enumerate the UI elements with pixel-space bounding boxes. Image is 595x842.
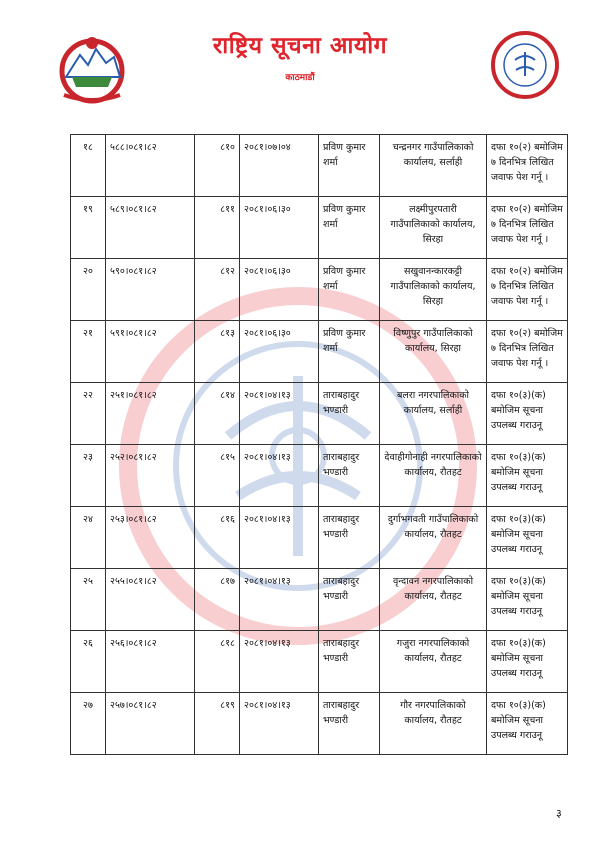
cell-office: दुर्गाभगवती गाउँपालिकाको कार्यालय, रौतहट: [380, 507, 487, 569]
cell-sn: १८: [71, 135, 106, 197]
cell-office: चन्द्रनगर गाउँपालिकाको कार्यालय, सर्लाही: [380, 135, 487, 197]
cell-name: प्रविण कुमार शर्मा: [319, 197, 380, 259]
cell-sn: २७: [71, 693, 106, 755]
cell-date: २०८१।०७।०४: [240, 135, 319, 197]
cell-date: २०८१।०४।१३: [240, 445, 319, 507]
commission-logo-icon: [490, 30, 560, 100]
cell-ref: ५८८।०८१।८२: [106, 135, 195, 197]
cell-ref: २५७।०८१।८२: [106, 693, 195, 755]
nepal-emblem-icon: [52, 33, 132, 105]
page-header: [0, 0, 595, 120]
page-number: ३: [556, 807, 562, 820]
cell-decision: दफा १०(३)(क) बमोजिम सूचना उपलब्ध गराउनू: [487, 631, 568, 693]
cell-ref: २५१।०८१।८२: [106, 383, 195, 445]
table-row: [71, 631, 568, 693]
cell-name: प्रविण कुमार शर्मा: [319, 135, 380, 197]
cell-office: बलरा नगरपालिकाको कार्यालय, सर्लाही: [380, 383, 487, 445]
cell-decision: दफा १०(३)(क) बमोजिम सूचना उपलब्ध गराउनू: [487, 383, 568, 445]
cell-sn: २३: [71, 445, 106, 507]
cell-decision: दफा १०(२) बमोजिम ७ दिनभित्र लिखित जवाफ पेश गर्नू ।: [487, 135, 568, 197]
cell-sn: २४: [71, 507, 106, 569]
cell-ref: २५५।०८१।८२: [106, 569, 195, 631]
cell-sn: २१: [71, 321, 106, 383]
cell-num: ८१२: [195, 259, 240, 321]
cell-date: २०८१।०४।१३: [240, 631, 319, 693]
cell-decision: दफा १०(२) बमोजिम ७ दिनभित्र लिखित जवाफ पेश गर्नू ।: [487, 259, 568, 321]
cell-date: २०८१।०६।३०: [240, 197, 319, 259]
cell-sn: १९: [71, 197, 106, 259]
table-row: [71, 383, 568, 445]
cell-name: ताराबहादुर भण्डारी: [319, 693, 380, 755]
cell-ref: ५९०।०८१।८२: [106, 259, 195, 321]
cell-ref: ५८९।०८१।८२: [106, 197, 195, 259]
cell-date: २०८१।०४।१३: [240, 569, 319, 631]
cell-decision: दफा १०(३)(क) बमोजिम सूचना उपलब्ध गराउनू: [487, 569, 568, 631]
page-title: राष्ट्रिय सूचना आयोग: [212, 33, 388, 59]
cell-ref: २५३।०८१।८२: [106, 507, 195, 569]
cell-num: ८१०: [195, 135, 240, 197]
cell-date: २०८१।०४।१३: [240, 383, 319, 445]
table-row: [71, 321, 568, 383]
cell-name: ताराबहादुर भण्डारी: [319, 507, 380, 569]
cell-office: विष्णुपुर गाउँपालिकाको कार्यालय, सिरहा: [380, 321, 487, 383]
cell-ref: २५२।०८१।८२: [106, 445, 195, 507]
table-row: [71, 693, 568, 755]
cell-name: ताराबहादुर भण्डारी: [319, 383, 380, 445]
cell-office: गजुरा नगरपालिकाको कार्यालय, रौतहट: [380, 631, 487, 693]
cell-office: लक्ष्मीपुरपतारी गाउँपालिकाको कार्यालय, सिरहा: [380, 197, 487, 259]
cell-decision: दफा १०(३)(क) बमोजिम सूचना उपलब्ध गराउनू: [487, 693, 568, 755]
table-row: [71, 569, 568, 631]
cell-num: ८१५: [195, 445, 240, 507]
cell-name: प्रविण कुमार शर्मा: [319, 321, 380, 383]
cell-sn: २६: [71, 631, 106, 693]
cell-num: ८११: [195, 197, 240, 259]
table-row: [71, 259, 568, 321]
cell-date: २०८१।०६।३०: [240, 321, 319, 383]
cell-ref: ५९१।०८१।८२: [106, 321, 195, 383]
cell-num: ८१३: [195, 321, 240, 383]
cell-ref: २५६।०८१।८२: [106, 631, 195, 693]
cell-date: २०८१।०६।३०: [240, 259, 319, 321]
cell-decision: दफा १०(३)(क) बमोजिम सूचना उपलब्ध गराउनू: [487, 445, 568, 507]
cell-num: ८१६: [195, 507, 240, 569]
cell-num: ८१८: [195, 631, 240, 693]
cell-date: २०८१।०४।१३: [240, 507, 319, 569]
cell-office: वृन्दावन नगरपालिकाको कार्यालय, रौतहट: [380, 569, 487, 631]
cell-num: ८१७: [195, 569, 240, 631]
cell-num: ८१४: [195, 383, 240, 445]
cell-name: ताराबहादुर भण्डारी: [319, 631, 380, 693]
cell-sn: २०: [71, 259, 106, 321]
cell-date: २०८१।०४।१३: [240, 693, 319, 755]
cell-num: ८१९: [195, 693, 240, 755]
table-row: [71, 507, 568, 569]
cell-office: सखुवानन्कारकट्टी गाउँपालिकाको कार्यालय, सिरहा: [380, 259, 487, 321]
cell-office: गौर नगरपालिकाको कार्यालय, रौतहट: [380, 693, 487, 755]
cell-sn: २२: [71, 383, 106, 445]
cell-sn: २५: [71, 569, 106, 631]
cell-name: ताराबहादुर भण्डारी: [319, 569, 380, 631]
table-row: [71, 445, 568, 507]
cell-name: ताराबहादुर भण्डारी: [319, 445, 380, 507]
records-table: [70, 134, 568, 755]
cell-decision: दफा १०(३)(क) बमोजिम सूचना उपलब्ध गराउनू: [487, 507, 568, 569]
cell-decision: दफा १०(२) बमोजिम ७ दिनभित्र लिखित जवाफ पेश गर्नू ।: [487, 321, 568, 383]
cell-name: प्रविण कुमार शर्मा: [319, 259, 380, 321]
cell-office: देवाहीगोनाही नगरपालिकाको कार्यालय, रौतहट: [380, 445, 487, 507]
table-row: [71, 135, 568, 197]
page-subtitle: काठमाडौं: [285, 73, 315, 83]
cell-decision: दफा १०(२) बमोजिम ७ दिनभित्र लिखित जवाफ पेश गर्नू ।: [487, 197, 568, 259]
table-row: [71, 197, 568, 259]
